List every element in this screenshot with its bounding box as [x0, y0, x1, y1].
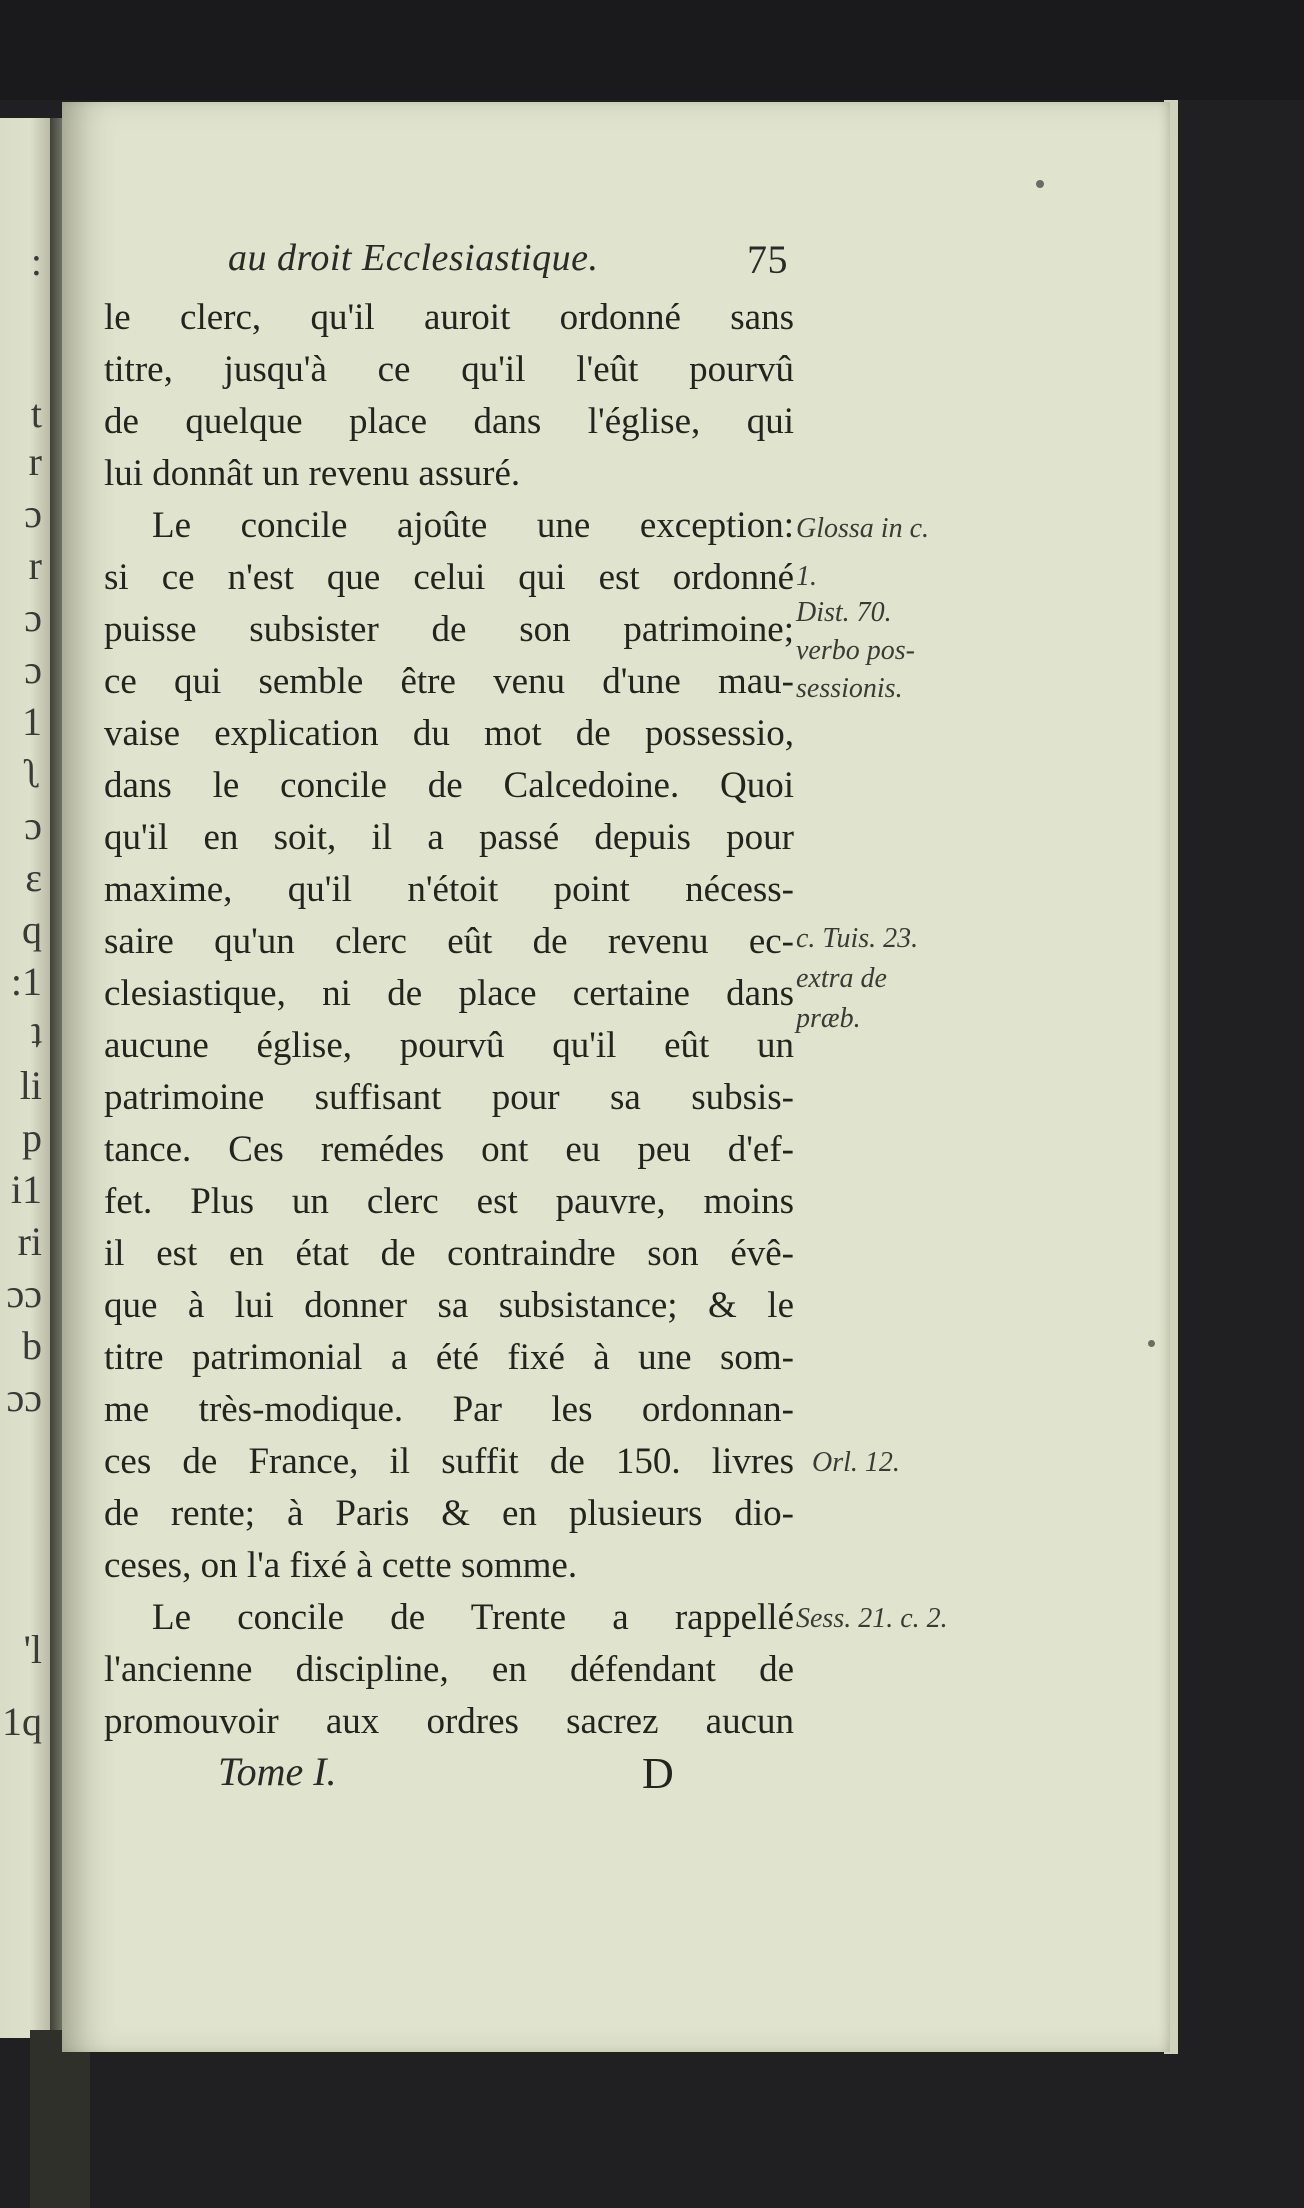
margin-note: sessionis. — [796, 673, 903, 704]
text-line: vaise explication du mot de possessio, — [104, 713, 794, 754]
facing-page-fragment: ʅ — [24, 751, 42, 796]
margin-note: extra de — [796, 963, 887, 994]
text-line: aucune église, pourvû qu'il eût un — [104, 1025, 794, 1066]
margin-note: verbo pos- — [796, 635, 915, 666]
text-line: lui donnât un revenu assuré. — [104, 453, 521, 494]
text-line: dans le concile de Calcedoine. Quoi — [104, 765, 794, 806]
margin-note: 1. — [796, 561, 817, 592]
facing-page-fragment: ɔɔ — [6, 1375, 42, 1420]
paper-speck — [1148, 1340, 1155, 1347]
text-line: l'ancienne discipline, en défendant de — [104, 1649, 794, 1690]
margin-note: Dist. 70. — [796, 597, 892, 628]
margin-note: Sess. 21. c. 2. — [796, 1603, 948, 1634]
running-head — [228, 236, 788, 290]
facing-page-fragment: ʇ — [30, 1011, 42, 1056]
facing-page-fragment: : — [30, 239, 42, 284]
facing-page-fragment: q — [22, 907, 42, 952]
facing-page-fragment: 1q — [2, 1699, 42, 1744]
text-line: tance. Ces remédes ont eu peu d'ef- — [104, 1129, 794, 1170]
text-line: patrimoine suffisant pour sa subsis- — [104, 1077, 794, 1118]
volume-signature: Tome I. — [218, 1749, 337, 1794]
book-gutter-bottom — [30, 2030, 90, 2208]
signature-mark: D — [642, 1749, 674, 1798]
text-line: maxime, qu'il n'étoit point nécess- — [104, 869, 794, 910]
text-line: fet. Plus un clerc est pauvre, moins — [104, 1181, 794, 1222]
text-line: il est en état de contraindre son évê- — [104, 1233, 794, 1274]
margin-note: c. Tuis. 23. — [796, 923, 919, 954]
text-line: puisse subsister de son patrimoine; — [104, 609, 794, 650]
facing-page-fragment: b — [22, 1323, 42, 1368]
facing-page-fragment: ɔ — [24, 491, 42, 536]
facing-page-fragment: t — [30, 391, 42, 436]
scan-top-border — [0, 0, 1304, 100]
paper-speck — [1036, 180, 1044, 188]
facing-page-edge — [0, 118, 50, 2038]
text-line: ces de France, il suffit de 150. livres — [104, 1441, 794, 1482]
facing-page-fragment: i1 — [10, 1167, 42, 1212]
facing-page-fragment: :1 — [10, 959, 42, 1004]
body-text — [104, 292, 794, 1748]
facing-page-fragment: ɔ — [24, 647, 42, 692]
text-line: le clerc, qu'il auroit ordonné sans — [104, 297, 794, 338]
facing-page-fragment: li — [19, 1063, 42, 1108]
facing-page-fragment: ɛ — [25, 855, 42, 900]
text-line: Le concile de Trente a rappellé — [152, 1597, 794, 1638]
margin-note: Glossa in c. — [796, 513, 929, 544]
facing-page-fragment: ɔ — [24, 803, 42, 848]
text-line: si ce n'est que celui qui est ordonné — [104, 557, 794, 598]
page-number: 75 — [747, 237, 788, 282]
text-line: qu'il en soit, il a passé depuis pour — [104, 817, 794, 858]
text-line: titre patrimonial a été fixé à une som- — [104, 1337, 794, 1378]
text-line: saire qu'un clerc eût de revenu ec- — [104, 921, 794, 962]
text-line: ceses, on l'a fixé à cette somme. — [104, 1545, 578, 1586]
facing-page-fragment: ri — [17, 1219, 42, 1264]
facing-page-fragment: r — [28, 543, 42, 588]
facing-page-fragment: 'l — [23, 1627, 42, 1672]
text-line: de quelque place dans l'église, qui — [104, 401, 794, 442]
margin-note: Orl. 12. — [812, 1447, 900, 1478]
text-line: Le concile ajoûte une exception: — [152, 505, 794, 546]
facing-page-fragment: 1 — [22, 699, 42, 744]
text-line: promouvoir aux ordres sacrez aucun — [104, 1701, 794, 1742]
text-line: clesiastique, ni de place certaine dans — [104, 973, 794, 1014]
facing-page-fragment: ɔ — [24, 595, 42, 640]
text-line: me très-modique. Par les ordonnan- — [104, 1389, 794, 1430]
text-line: ce qui semble être venu d'une mau- — [104, 661, 794, 702]
text-line: titre, jusqu'à ce qu'il l'eût pourvû — [104, 349, 794, 390]
facing-page-fragment: ɔɔ — [6, 1271, 42, 1316]
running-head-title: au droit Ecclesiastique. — [228, 237, 599, 279]
text-line: que à lui donner sa subsistance; & le — [104, 1285, 794, 1326]
facing-page-fragment: p — [22, 1115, 42, 1160]
facing-page-fragment: r — [28, 439, 42, 484]
margin-note: præb. — [796, 1003, 861, 1034]
text-line: de rente; à Paris & en plusieurs dio- — [104, 1493, 794, 1534]
